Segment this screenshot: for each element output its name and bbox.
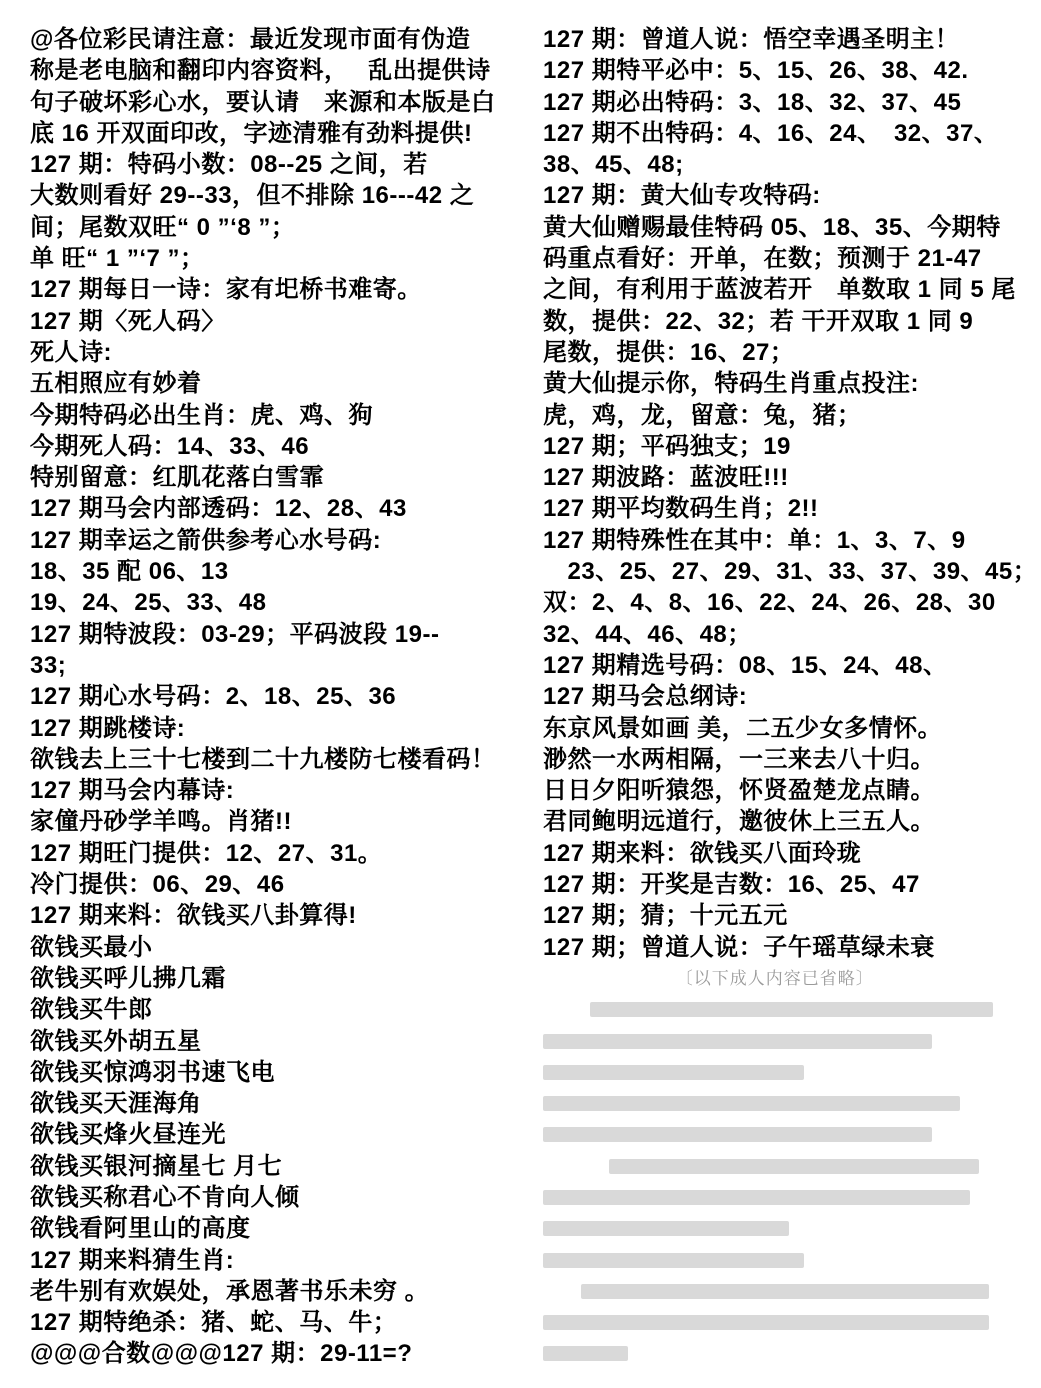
text-line: 127 期特波段：03-29；平码波段 19-- xyxy=(30,620,440,648)
text-line: 38、45、48; xyxy=(543,151,684,179)
redacted-line-bar xyxy=(543,1182,1017,1213)
redacted-line-bar xyxy=(543,1119,1017,1150)
text-line: 老牛别有欢娱处，承恩著书乐未穷 。 xyxy=(30,1277,430,1305)
text-line: 今期特码必出生肖：虎、鸡、狗 xyxy=(30,401,373,429)
text-line: 句子破坏彩心水，要认请 来源和本版是白 xyxy=(30,88,496,116)
redaction-bar-fill xyxy=(543,1253,804,1268)
text-line: 127 期心水号码：2、18、25、36 xyxy=(30,683,397,711)
redaction-bar-fill xyxy=(543,1315,989,1330)
text-line: 五相照应有妙着 xyxy=(30,370,202,398)
redacted-line-bar xyxy=(543,1088,1017,1119)
text-line: 今期死人码：14、33、46 xyxy=(30,432,310,460)
text-line: 欲钱买银河摘星七 月七 xyxy=(30,1152,283,1180)
text-line: 欲钱去上三十七楼到二十九楼防七楼看码！ xyxy=(30,745,496,773)
text-line: 127 期精选号码：08、15、24、48、 xyxy=(543,651,948,679)
text-line: 127 期；平码独支；19 xyxy=(543,432,791,460)
redacted-line-bar xyxy=(543,1245,1017,1276)
text-line: 欲钱买称君心不肯向人倾 xyxy=(30,1183,300,1211)
redacted-line-bar xyxy=(543,1213,1017,1244)
text-line: 虎，鸡，龙，留意：兔，猪； xyxy=(543,401,862,429)
text-line: 码重点看好：开单，在数；预测于 21-47 xyxy=(543,245,982,273)
text-line: 127 期；曾道人说：子午瑶草绿未衰 xyxy=(543,933,935,961)
text-line: 家僮丹砂学羊鸣。肖猪!! xyxy=(30,808,292,836)
text-line: 欲钱买惊鸿羽书速飞电 xyxy=(30,1058,275,1086)
text-line: 127 期旺门提供：12、27、31。 xyxy=(30,839,383,867)
text-line: 127 期马会总纲诗: xyxy=(543,683,748,711)
text-line: 127 期来料：欲钱买八卦算得! xyxy=(30,902,357,930)
text-line: 黄大仙提示你，特码生肖重点投注: xyxy=(543,370,919,398)
text-line: 之间，有利用于蓝波若开 单数取 1 同 5 尾 xyxy=(543,276,1016,304)
text-line: @@@合数@@@127 期：29-11=? xyxy=(30,1340,413,1368)
text-line: 127 期特殊性在其中：单：1、3、7、9 xyxy=(543,526,966,554)
redacted-line-bar xyxy=(543,1307,1017,1338)
text-line: 127 期特平必中：5、15、26、38、42. xyxy=(543,57,969,85)
text-line: 127 期来料：欲钱买八面玲珑 xyxy=(543,839,862,867)
text-line: 间；尾数双旺“ 0 ”‘8 ”； xyxy=(30,213,296,241)
text-line: 特别留意：红肌花落白雪霏 xyxy=(30,464,324,492)
text-line: 欲钱买呼儿拂几霜 xyxy=(30,964,226,992)
text-line: 127 期；猜；十元五元 xyxy=(543,902,788,930)
text-line: 127 期跳楼诗: xyxy=(30,714,186,742)
text-line: 死人诗: xyxy=(30,338,112,366)
text-line: 127 期必出特码：3、18、32、37、45 xyxy=(543,88,962,116)
text-line: 127 期：黄大仙专攻特码: xyxy=(543,182,821,210)
text-line: 欲钱买外胡五星 xyxy=(30,1027,202,1055)
redacted-line-bar xyxy=(543,994,1017,1025)
text-line: 数，提供：22、32；若 干开双取 1 同 9 xyxy=(543,307,974,335)
text-line: 欲钱买牛郎 xyxy=(30,996,153,1024)
text-line: 底 16 开双面印改，字迹清雅有劲料提供! xyxy=(30,119,473,147)
text-line: 黄大仙赠赐最佳特码 05、18、35、今期特 xyxy=(543,213,1001,241)
text-line: 23、25、27、29、31、33、37、39、45； xyxy=(543,558,1038,586)
text-line: 127 期马会内部透码：12、28、43 xyxy=(30,495,407,523)
text-line: 127 期波路：蓝波旺!!! xyxy=(543,464,789,492)
redaction-bar-fill xyxy=(609,1159,979,1174)
redacted-line-bar xyxy=(543,1338,1017,1369)
text-line: 大数则看好 29--33，但不排除 16---42 之 xyxy=(30,182,475,210)
redacted-line-bar xyxy=(543,1026,1017,1057)
redaction-bar-fill xyxy=(543,1096,960,1111)
redaction-bar-fill xyxy=(543,1065,804,1080)
right-column xyxy=(543,24,1038,1370)
text-line: 127 期：开奖是吉数：16、25、47 xyxy=(543,871,920,899)
text-line: 127 期幸运之箭供参考心水号码: xyxy=(30,526,382,554)
redacted-line-bar xyxy=(543,1057,1017,1088)
redacted-line-bar xyxy=(543,1276,1017,1307)
redacted-line-bar xyxy=(543,1151,1017,1182)
text-line: 127 期〈死人码〉 xyxy=(30,307,226,335)
left-column xyxy=(30,24,522,1370)
text-line: 欲钱买烽火昼连光 xyxy=(30,1121,226,1149)
redaction-bar-fill xyxy=(543,1127,932,1142)
redaction-bar-fill xyxy=(590,1002,993,1017)
redaction-bar-fill xyxy=(543,1034,932,1049)
text-line: 127 期不出特码：4、16、24、 32、37、 xyxy=(543,119,999,147)
text-line: 冷门提供：06、29、46 xyxy=(30,871,285,899)
text-line: 127 期特绝杀：猪、蛇、马、牛； xyxy=(30,1309,398,1337)
text-line: 渺然一水两相隔，一三来去八十归。 xyxy=(543,745,935,773)
text-line: 127 期马会内幕诗: xyxy=(30,777,235,805)
text-line: 欲钱买天涯海角 xyxy=(30,1090,202,1118)
text-line: @各位彩民请注意：最近发现市面有伪造 xyxy=(30,26,471,53)
text-line: 君同鲍明远道行，邀彼休上三五人。 xyxy=(543,808,935,836)
redaction-notice: 〔以下成人内容已省略〕 xyxy=(675,968,874,988)
text-line: 127 期：特码小数：08--25 之间，若 xyxy=(30,151,428,179)
redaction-bar-fill xyxy=(543,1346,628,1361)
text-line: 127 期来料猜生肖: xyxy=(30,1246,235,1274)
text-line: 127 期每日一诗：家有圯桥书难寄。 xyxy=(30,276,422,304)
redaction-bar-fill xyxy=(581,1284,989,1299)
redaction-bar-fill xyxy=(543,1190,970,1205)
text-line: 日日夕阳听猿怨，怀贤盈楚龙点睛。 xyxy=(543,777,935,805)
text-line: 127 期平均数码生肖；2!! xyxy=(543,495,819,523)
text-line: 19、24、25、33、48 xyxy=(30,589,267,617)
text-line: 32、44、46、48； xyxy=(543,620,752,648)
text-line: 33; xyxy=(30,651,67,679)
text-line: 尾数，提供：16、27； xyxy=(543,338,795,366)
redaction-bar-fill xyxy=(543,1221,789,1236)
text-line: 18、35 配 06、13 xyxy=(30,558,229,586)
text-line: 东京风景如画 美，二五少女多情怀。 xyxy=(543,714,943,742)
text-line: 称是老电脑和翻印内容资料， 乱出提供诗 xyxy=(30,57,491,85)
text-line: 双：2、4、8、16、22、24、26、28、30 xyxy=(543,589,996,617)
text-line: 单 旺“ 1 ”‘7 ”； xyxy=(30,245,205,273)
text-line: 欲钱看阿里山的高度 xyxy=(30,1215,251,1243)
text-line: 欲钱买最小 xyxy=(30,933,153,961)
text-line: 127 期：曾道人说：悟空幸遇圣明主！ xyxy=(543,26,960,53)
